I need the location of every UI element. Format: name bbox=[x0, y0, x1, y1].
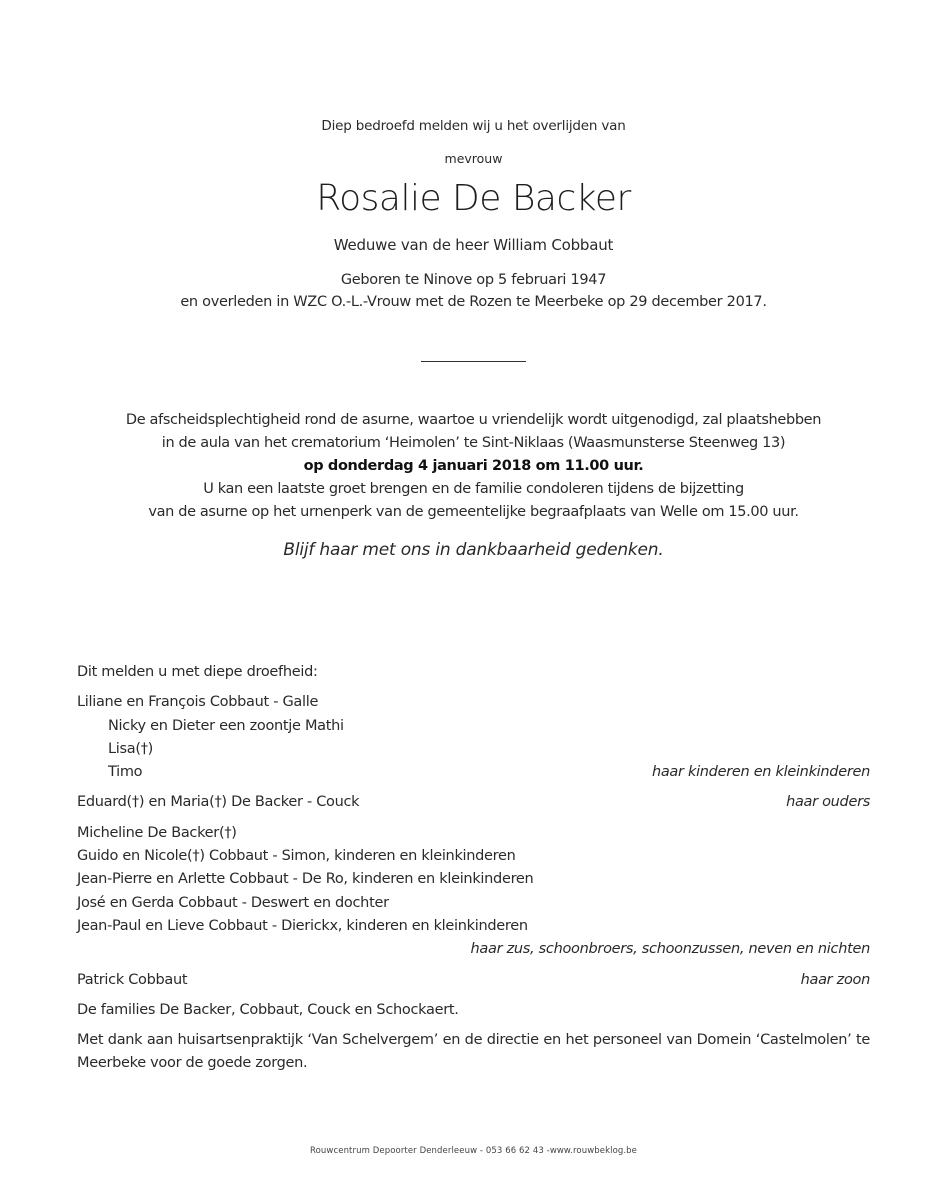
intro-text: Diep bedroefd melden wij u het overlijden van bbox=[321, 118, 626, 134]
family-list bbox=[77, 661, 870, 1076]
ceremony-line: U kan een laatste groet brengen en de familie condoleren tijdens de bijzetting bbox=[203, 481, 744, 497]
family-relation: haar kinderen en kleinkinderen bbox=[651, 764, 870, 781]
family-row bbox=[77, 938, 870, 961]
family-member: José en Gerda Cobbaut - Deswert en dochter bbox=[77, 894, 389, 911]
family-member: Timo bbox=[108, 764, 143, 781]
family-member: Jean-Pierre en Arlette Cobbaut - De Ro, kinderen en kleinkinderen bbox=[77, 871, 534, 888]
family-row bbox=[77, 761, 870, 784]
death-info: en overleden in WZC O.-L.-Vrouw met de Rozen te Meerbeke op 29 december 2017. bbox=[180, 294, 767, 310]
deceased-name: Rosalie De Backer bbox=[316, 178, 631, 219]
family-member: Patrick Cobbaut bbox=[77, 971, 188, 988]
family-heading-row bbox=[77, 661, 870, 684]
family-relation: haar ouders bbox=[786, 794, 870, 811]
honorific: mevrouw bbox=[444, 151, 503, 166]
family-row bbox=[77, 969, 870, 992]
family-member: Lisa(†) bbox=[108, 740, 154, 757]
family-member: Jean-Paul en Lieve Cobbaut - Dierickx, kinderen en kleinkinderen bbox=[77, 917, 528, 934]
family-row bbox=[77, 845, 870, 868]
family-row bbox=[77, 915, 870, 938]
ceremony-line: van de asurne op het urnenperk van de gemeentelijke begraafplaats van Welle om 15.00 uur. bbox=[148, 504, 799, 520]
families-line: De families De Backer, Cobbaut, Couck en Schockaert. bbox=[77, 1001, 459, 1018]
family-row bbox=[77, 892, 870, 915]
family-row bbox=[77, 999, 870, 1022]
footer-funeral-home: Rouwcentrum Depoorter Denderleeuw - 053 66 62 43 -www.rouwbeklog.be bbox=[310, 1146, 637, 1156]
ceremony-date: op donderdag 4 januari 2018 om 11.00 uur. bbox=[303, 458, 644, 474]
family-row bbox=[77, 715, 870, 738]
ceremony-block bbox=[0, 409, 947, 524]
ceremony-line: in de aula van het crematorium ‘Heimolen’ te Sint-Niklaas (Waasmunsterse Steenweg 13) bbox=[161, 435, 786, 451]
thanks-text: Met dank aan huisartsenpraktijk ‘Van Schelvergem’ en de directie en het personeel van Domein ‘Castelmolen’ te Meerbeke voor de goede zorgen. bbox=[77, 1032, 870, 1072]
ceremony-line: De afscheidsplechtigheid rond de asurne, waartoe u vriendelijk wordt uitgenodigd, zal plaatshebben bbox=[125, 412, 822, 428]
family-row bbox=[77, 691, 870, 714]
family-relation: haar zus, schoonbroers, schoonzussen, neven en nichten bbox=[470, 941, 870, 958]
birth-info: Geboren te Ninove op 5 februari 1947 bbox=[340, 272, 607, 288]
family-heading: Dit melden u met diepe droefheid: bbox=[77, 664, 318, 680]
family-member: Guido en Nicole(†) Cobbaut - Simon, kinderen en kleinkinderen bbox=[77, 848, 516, 865]
widow-of: Weduwe van de heer William Cobbaut bbox=[333, 236, 614, 254]
family-relation: haar zoon bbox=[800, 971, 870, 988]
family-member: Eduard(†) en Maria(†) De Backer - Couck bbox=[77, 794, 360, 811]
motto: Blijf haar met ons in dankbaarheid gedenken. bbox=[283, 540, 664, 560]
family-member: Nicky en Dieter een zoontje Mathi bbox=[108, 717, 344, 734]
family-member: Liliane en François Cobbaut - Galle bbox=[77, 694, 319, 711]
divider-line bbox=[421, 361, 526, 362]
family-row bbox=[77, 822, 870, 845]
family-row bbox=[77, 738, 870, 761]
family-member: Micheline De Backer(†) bbox=[77, 824, 237, 841]
family-row bbox=[77, 868, 870, 891]
family-row bbox=[77, 791, 870, 814]
